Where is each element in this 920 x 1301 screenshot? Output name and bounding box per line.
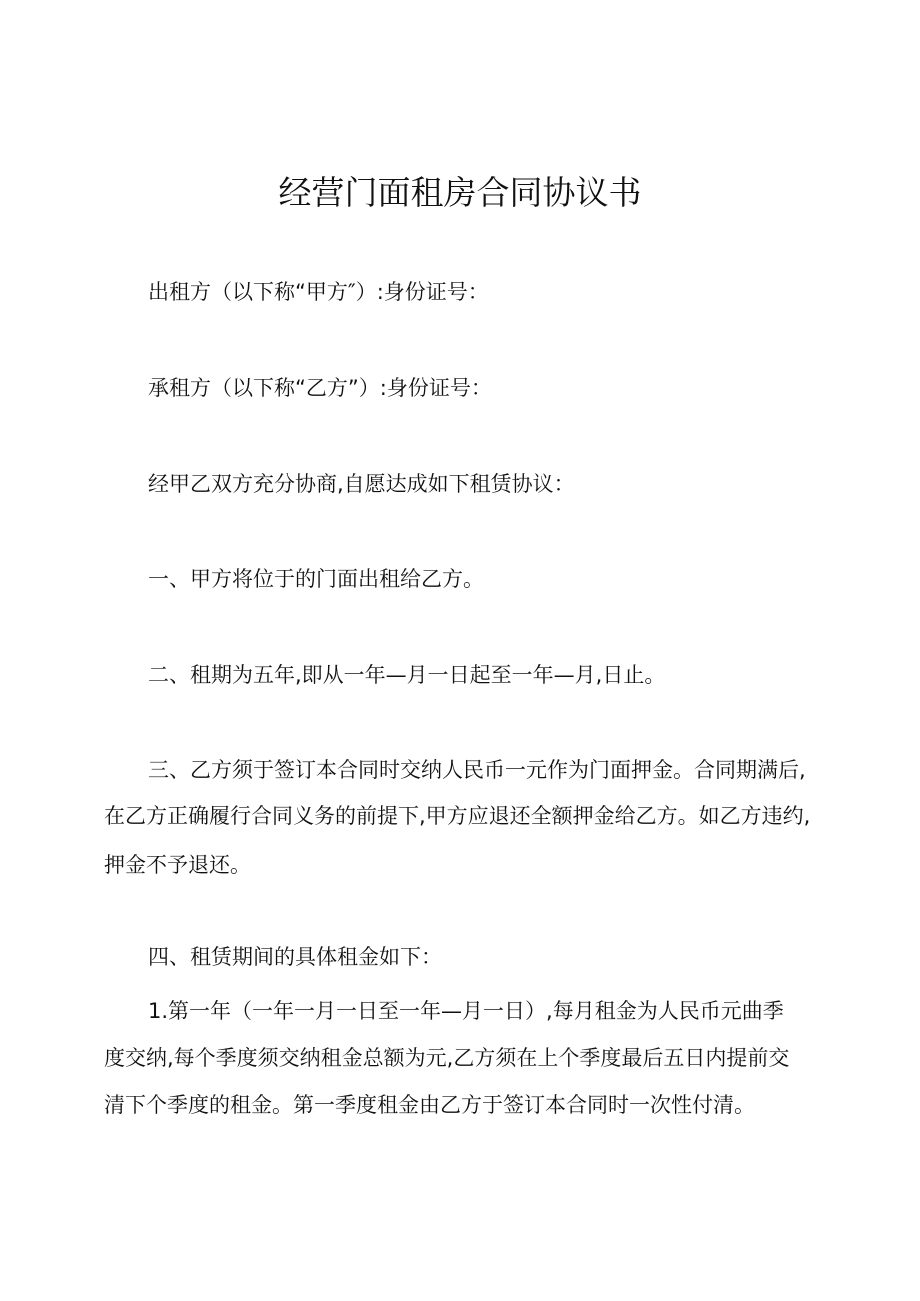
clause-2: 二、租期为五年,即从一年—月一日起至一年—月,日止。 [148, 663, 666, 687]
clause-4-heading: 四、租赁期间的具体租金如下： [148, 945, 442, 969]
clause-1: 一、甲方将位于的门面出租给乙方。 [148, 567, 484, 591]
lessee-line: 承租方（以下称“乙方”）:身份证号： [148, 376, 492, 400]
clause-4-item-1-line-1: 1.第一年（一年一月一日至一年—月一日）,每月租金为人民币元曲季 [148, 999, 784, 1023]
agreement-intro: 经甲乙双方充分协商,自愿达成如下租赁协议： [148, 472, 575, 496]
clause-4-item-1-line-2: 度交纳,每个季度须交纳租金总额为元,乙方须在上个季度最后五日内提前交 [104, 1046, 790, 1070]
clause-4-item-1-line-3: 清下个季度的租金。第一季度租金由乙方于签订本合同时一次性付清。 [104, 1093, 755, 1117]
clause-3-line-3: 押金不予退还。 [104, 853, 251, 877]
lessor-line: 出租方（以下称“甲方″）:身份证号： [148, 280, 489, 304]
clause-3-line-1: 三、乙方须于签订本合同时交纳人民币一元作为门面押金。合同期满后, [148, 758, 806, 782]
document-title: 经营门面租房合同协议书 [278, 173, 642, 212]
clause-3-line-2: 在乙方正确履行合同义务的前提下,甲方应退还全额押金给乙方。如乙方违约, [104, 804, 811, 828]
